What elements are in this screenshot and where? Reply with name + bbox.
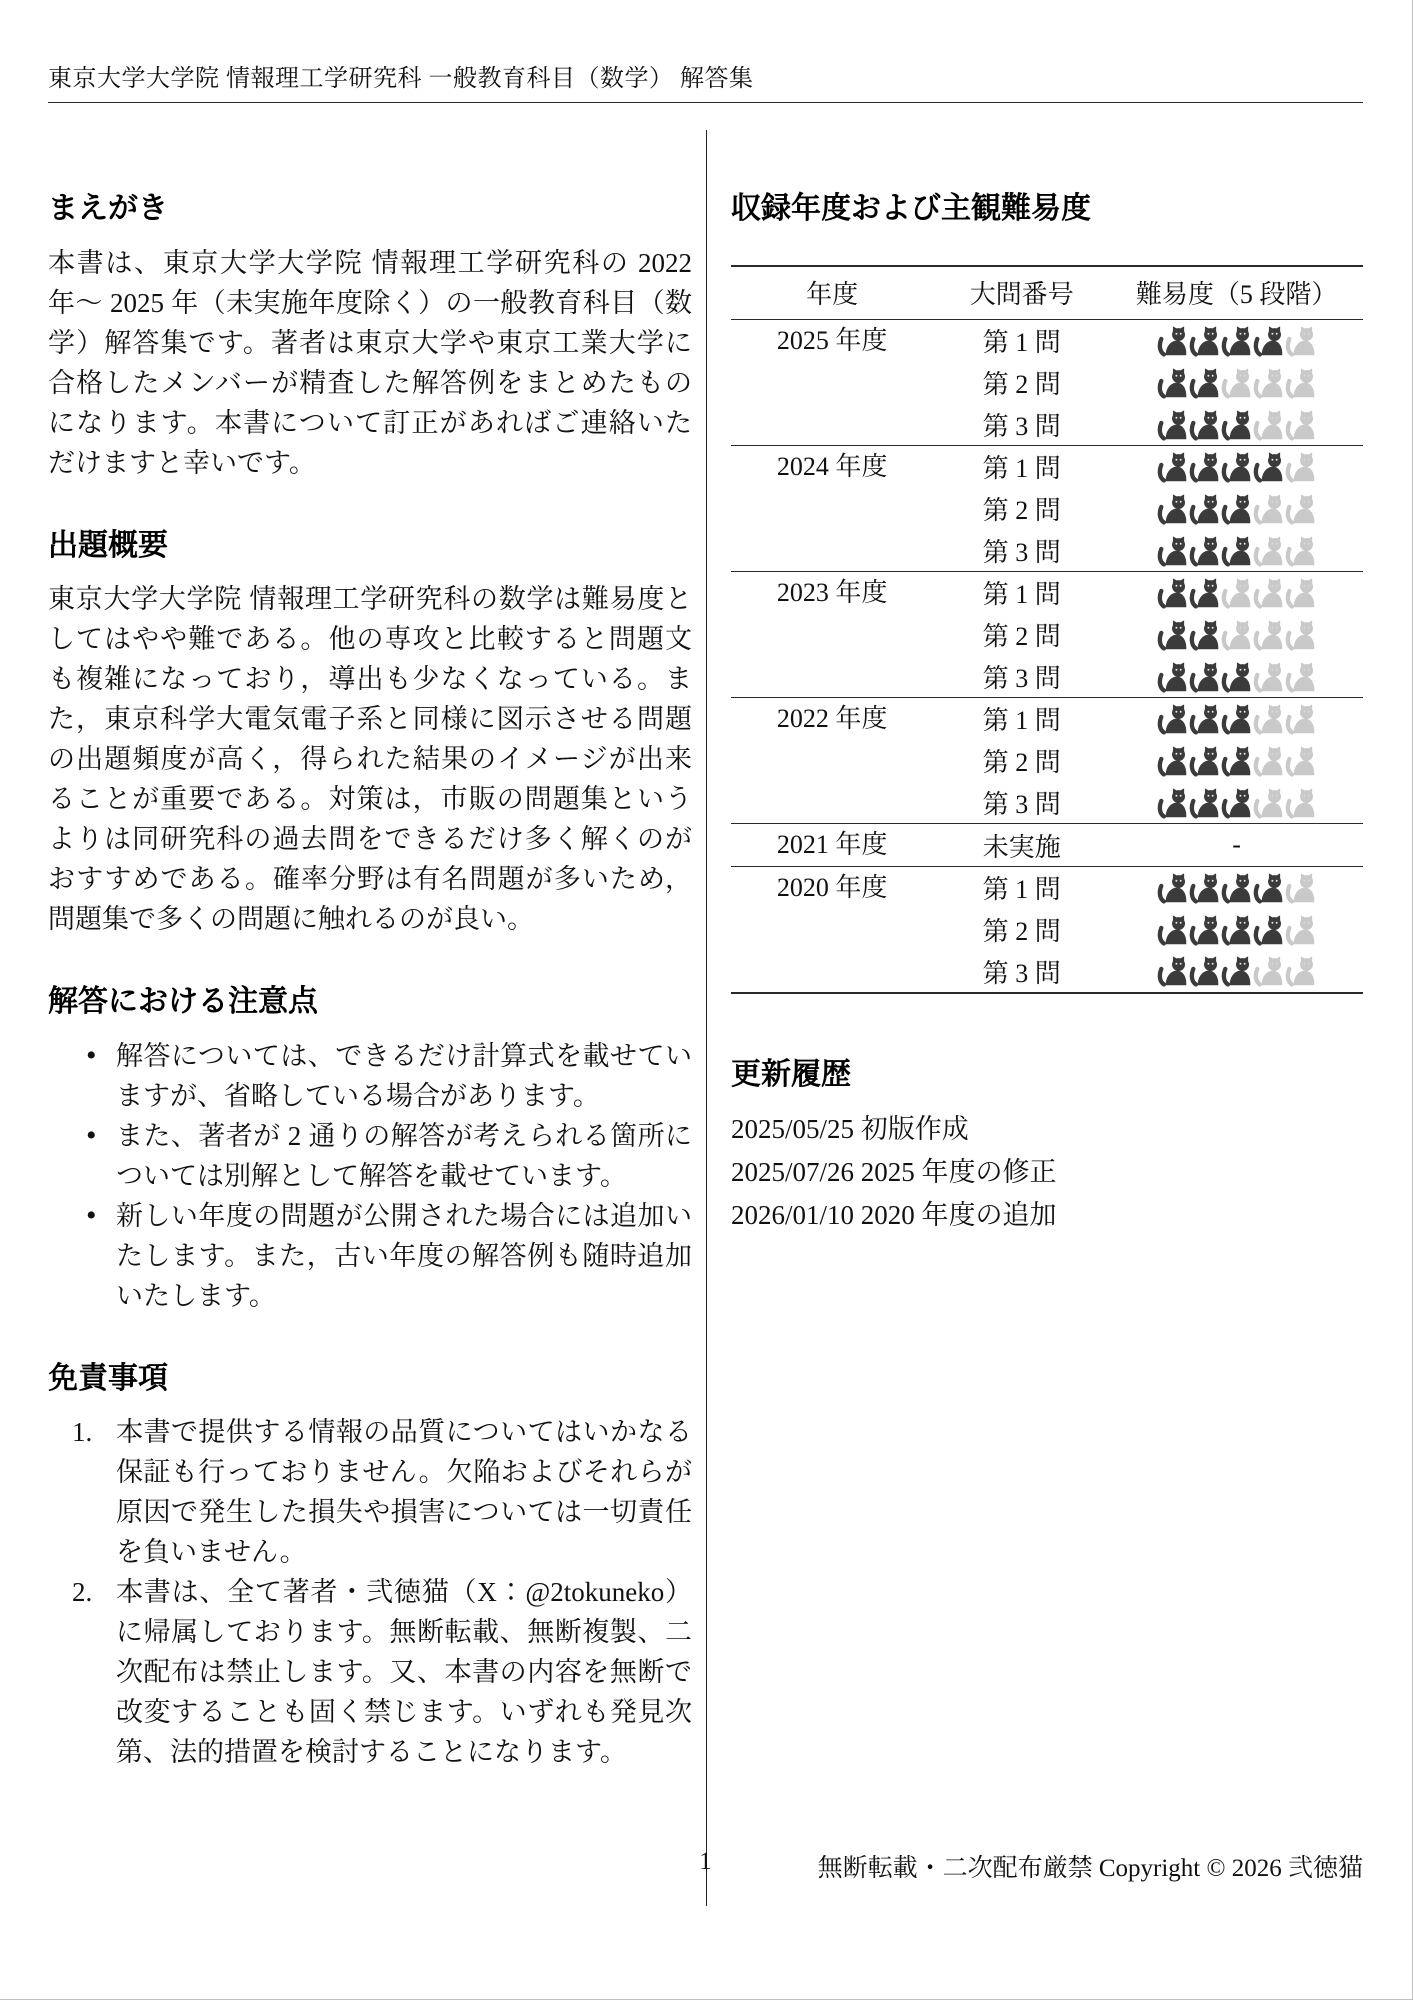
question-cell: 第 3 問	[982, 663, 1061, 693]
cat-rating	[1157, 704, 1316, 735]
cat-rating	[1157, 326, 1316, 357]
cat-difficulty-icon	[1285, 452, 1316, 483]
cat-difficulty-icon	[1253, 494, 1284, 525]
bullet-list	[48, 1036, 692, 1316]
cat-difficulty-icon	[1253, 578, 1284, 609]
year-cell: 2025 年度	[776, 326, 888, 355]
section-body	[48, 243, 692, 483]
section-body	[48, 579, 692, 939]
cat-difficulty-icon	[1221, 662, 1252, 693]
update-entry: 2025/05/25 初版作成	[731, 1114, 969, 1144]
cat-difficulty-icon	[1253, 452, 1284, 483]
question-cell: 第 1 問	[982, 328, 1061, 358]
cat-difficulty-icon	[1157, 410, 1188, 441]
cat-difficulty-icon	[1157, 368, 1188, 399]
cat-difficulty-icon	[1285, 620, 1316, 651]
cat-difficulty-icon	[1221, 704, 1252, 735]
document-section	[48, 1362, 692, 1773]
difficulty-cell	[1110, 782, 1363, 824]
page-header	[48, 58, 1363, 103]
cat-difficulty-icon	[1253, 746, 1284, 777]
cat-difficulty-icon	[1221, 536, 1252, 567]
year-cell: 2020 年度	[776, 873, 888, 902]
table-row	[731, 698, 1363, 740]
cat-difficulty-icon	[1285, 956, 1316, 987]
cat-rating	[1157, 662, 1316, 693]
cat-difficulty-icon	[1253, 662, 1284, 693]
cat-difficulty-icon	[1285, 788, 1316, 819]
cat-difficulty-icon	[1221, 326, 1252, 357]
not-held-dash: -	[1232, 830, 1241, 859]
difficulty-cell	[1110, 362, 1363, 404]
update-history-heading: 更新履歴	[731, 1057, 851, 1091]
cat-difficulty-icon	[1157, 536, 1188, 567]
list-item: • また、著者が 2 通りの解答が考えられる箇所については別解として解答を載せています。	[116, 1116, 692, 1196]
cat-difficulty-icon	[1253, 620, 1284, 651]
cat-rating	[1157, 915, 1316, 946]
year-cell: 2022 年度	[776, 704, 888, 733]
section-body	[48, 1412, 692, 1772]
question-cell: 第 1 問	[982, 454, 1061, 484]
cat-difficulty-icon	[1189, 788, 1220, 819]
question-cell: 第 3 問	[982, 411, 1061, 441]
list-item: 本書で提供する情報の品質についてはいかなる保証も行っておりません。欠陥およびそれらが原因で発生した損失や損害については一切責任を負いません。	[116, 1417, 692, 1567]
question-cell: 第 1 問	[982, 706, 1061, 736]
cat-difficulty-icon	[1189, 452, 1220, 483]
header-rule	[48, 102, 1363, 103]
cat-difficulty-icon	[1189, 578, 1220, 609]
cat-difficulty-icon	[1285, 368, 1316, 399]
cat-difficulty-icon	[1157, 704, 1188, 735]
question-cell: 第 2 問	[982, 622, 1061, 651]
difficulty-cell	[1110, 572, 1363, 614]
cat-difficulty-icon	[1189, 410, 1220, 441]
header-title: 東京大学大学院 情報理工学研究科 一般教育科目（数学） 解答集	[48, 66, 754, 92]
difficulty-cell	[1110, 656, 1363, 698]
difficulty-table	[731, 265, 1363, 994]
section-heading: 出題概要	[48, 528, 168, 562]
cat-difficulty-icon	[1253, 536, 1284, 567]
document-section	[48, 529, 692, 940]
question-cell: 第 3 問	[982, 789, 1061, 819]
cat-difficulty-icon	[1253, 788, 1284, 819]
table-row	[731, 446, 1363, 488]
two-column-layout	[48, 130, 1363, 1906]
right-column	[707, 130, 1363, 1906]
list-item: • 新しい年度の問題が公開された場合には追加いたします。また，古い年度の解答例も随時追加いたします。	[116, 1196, 692, 1316]
cat-difficulty-icon	[1221, 494, 1252, 525]
question-cell: 第 2 問	[982, 370, 1061, 399]
cat-difficulty-icon	[1221, 873, 1252, 904]
paragraph: 本書は、東京大学大学院 情報理工学研究科の 2022 年〜 2025 年（未実施年度除く）の一般教育科目（数学）解答集です。著者は東京大学や東京工業大学に合格したメンバーが精査した解答例をまとめたものになります。本書について訂正があればご連絡いただけますと幸いです。	[48, 247, 692, 478]
copyright-notice: 無断転載・二次配布厳禁 Copyright © 2026 弐徳猫	[817, 1855, 1363, 1882]
cat-difficulty-icon	[1285, 494, 1316, 525]
table-row	[731, 572, 1363, 614]
cat-difficulty-icon	[1221, 788, 1252, 819]
year-cell: 2023 年度	[776, 578, 888, 607]
table-row	[731, 824, 1363, 867]
update-entry: 2026/01/10 2020 年度の追加	[731, 1200, 1057, 1230]
cat-difficulty-icon	[1157, 746, 1188, 777]
cat-difficulty-icon	[1157, 788, 1188, 819]
difficulty-cell	[1110, 488, 1363, 530]
question-cell: 第 1 問	[982, 580, 1061, 610]
cat-rating	[1157, 494, 1316, 525]
cat-rating	[1157, 620, 1316, 651]
cat-difficulty-icon	[1285, 536, 1316, 567]
paragraph: 東京大学大学院 情報理工学研究科の数学は難易度としてはやや難である。他の専攻と比較すると問題文も複雑になっており，導出も少なくなっている。また，東京科学大電気電子系と同様に図示させる問題の出題頻度が高く，得られた結果のイメージが出来ることが重要である。対策は，市販の問題集というよりは同研究科の過去問をできるだけ多く解くのがおすすめである。確率分野は有名問題が多いため，問題集で多くの問題に触れるのが良い。	[48, 584, 692, 934]
cat-rating	[1157, 956, 1316, 987]
cat-rating	[1157, 746, 1316, 777]
section-heading: 免責事項	[48, 1361, 168, 1395]
document-section	[48, 985, 692, 1316]
cat-difficulty-icon	[1285, 746, 1316, 777]
cat-difficulty-icon	[1157, 662, 1188, 693]
question-cell: 第 3 問	[982, 537, 1061, 567]
cat-difficulty-icon	[1189, 915, 1220, 946]
difficulty-cell	[1110, 530, 1363, 572]
cat-difficulty-icon	[1189, 873, 1220, 904]
cat-difficulty-icon	[1157, 326, 1188, 357]
question-cell: 第 2 問	[982, 496, 1061, 525]
list-item: 本書は、全て著者・弐徳猫（X：@2tokuneko）に帰属しております。無断転載、無断複製、二次配布は禁止します。又、本書の内容を無断で改変することも固く禁じます。いずれも発見次第、法的措置を検討することになります。	[116, 1577, 692, 1767]
numbered-list	[48, 1412, 692, 1772]
cat-difficulty-icon	[1253, 410, 1284, 441]
cat-difficulty-icon	[1221, 452, 1252, 483]
cat-difficulty-icon	[1189, 368, 1220, 399]
difficulty-table-body	[731, 320, 1363, 993]
left-column	[48, 130, 706, 1906]
cat-difficulty-icon	[1189, 620, 1220, 651]
cat-difficulty-icon	[1253, 704, 1284, 735]
cat-difficulty-icon	[1285, 578, 1316, 609]
update-history-list	[731, 1108, 1363, 1237]
difficulty-cell	[1110, 740, 1363, 782]
page-number: 1	[699, 1848, 712, 1875]
table-header-year: 年度	[806, 280, 859, 310]
cat-difficulty-icon	[1253, 873, 1284, 904]
question-cell: 第 3 問	[982, 958, 1061, 988]
cat-difficulty-icon	[1285, 915, 1316, 946]
cat-rating	[1157, 536, 1316, 567]
cat-rating	[1157, 368, 1316, 399]
table-header-difficulty: 難易度（5 段階）	[1135, 280, 1338, 310]
cat-difficulty-icon	[1157, 873, 1188, 904]
cat-difficulty-icon	[1157, 494, 1188, 525]
year-cell: 2021 年度	[776, 830, 888, 859]
difficulty-section-heading: 収録年度および主観難易度	[731, 192, 1091, 225]
cat-difficulty-icon	[1157, 956, 1188, 987]
section-heading: 解答における注意点	[48, 985, 318, 1018]
cat-rating	[1157, 788, 1316, 819]
question-cell: 第 2 問	[982, 917, 1061, 946]
question-cell: 第 1 問	[982, 875, 1061, 905]
difficulty-cell	[1110, 951, 1363, 993]
section-body	[48, 1036, 692, 1316]
difficulty-cell	[1110, 446, 1363, 488]
table-row	[731, 320, 1363, 362]
section-heading: まえがき	[48, 192, 168, 225]
cat-difficulty-icon	[1221, 915, 1252, 946]
cat-difficulty-icon	[1189, 704, 1220, 735]
difficulty-cell	[1110, 404, 1363, 446]
cat-difficulty-icon	[1189, 956, 1220, 987]
cat-difficulty-icon	[1253, 368, 1284, 399]
question-cell: 第 2 問	[982, 748, 1061, 777]
year-cell: 2024 年度	[776, 452, 888, 481]
list-item: • 解答については、できるだけ計算式を載せていますが、省略している場合があります。	[116, 1036, 692, 1116]
cat-difficulty-icon	[1221, 956, 1252, 987]
cat-difficulty-icon	[1157, 915, 1188, 946]
cat-difficulty-icon	[1253, 956, 1284, 987]
cat-difficulty-icon	[1189, 494, 1220, 525]
difficulty-table-head	[731, 266, 1363, 320]
cat-difficulty-icon	[1221, 746, 1252, 777]
cat-difficulty-icon	[1221, 578, 1252, 609]
cat-difficulty-icon	[1285, 704, 1316, 735]
difficulty-cell	[1110, 698, 1363, 740]
difficulty-cell	[1110, 320, 1363, 362]
cat-difficulty-icon	[1157, 452, 1188, 483]
cat-difficulty-icon	[1157, 578, 1188, 609]
update-entry: 2025/07/26 2025 年度の修正	[731, 1157, 1057, 1187]
document-section	[48, 192, 692, 483]
cat-difficulty-icon	[1189, 536, 1220, 567]
difficulty-cell	[1110, 867, 1363, 909]
cat-rating	[1157, 410, 1316, 441]
cat-difficulty-icon	[1189, 662, 1220, 693]
cat-difficulty-icon	[1285, 873, 1316, 904]
cat-rating	[1157, 873, 1316, 904]
cat-difficulty-icon	[1253, 915, 1284, 946]
cat-difficulty-icon	[1285, 326, 1316, 357]
cat-difficulty-icon	[1189, 746, 1220, 777]
cat-difficulty-icon	[1285, 410, 1316, 441]
cat-difficulty-icon	[1285, 662, 1316, 693]
cat-difficulty-icon	[1221, 620, 1252, 651]
cat-difficulty-icon	[1221, 410, 1252, 441]
table-header-question: 大問番号	[969, 280, 1074, 310]
table-header-row	[731, 266, 1363, 320]
cat-difficulty-icon	[1189, 326, 1220, 357]
cat-difficulty-icon	[1157, 620, 1188, 651]
difficulty-cell	[1110, 909, 1363, 951]
cat-rating	[1157, 452, 1316, 483]
cat-rating	[1157, 578, 1316, 609]
question-cell: 未実施	[982, 832, 1061, 862]
cat-difficulty-icon	[1253, 326, 1284, 357]
difficulty-cell	[1110, 614, 1363, 656]
cat-difficulty-icon	[1221, 368, 1252, 399]
page-footer	[48, 1848, 1363, 1886]
difficulty-cell	[1110, 824, 1363, 867]
table-row	[731, 867, 1363, 909]
